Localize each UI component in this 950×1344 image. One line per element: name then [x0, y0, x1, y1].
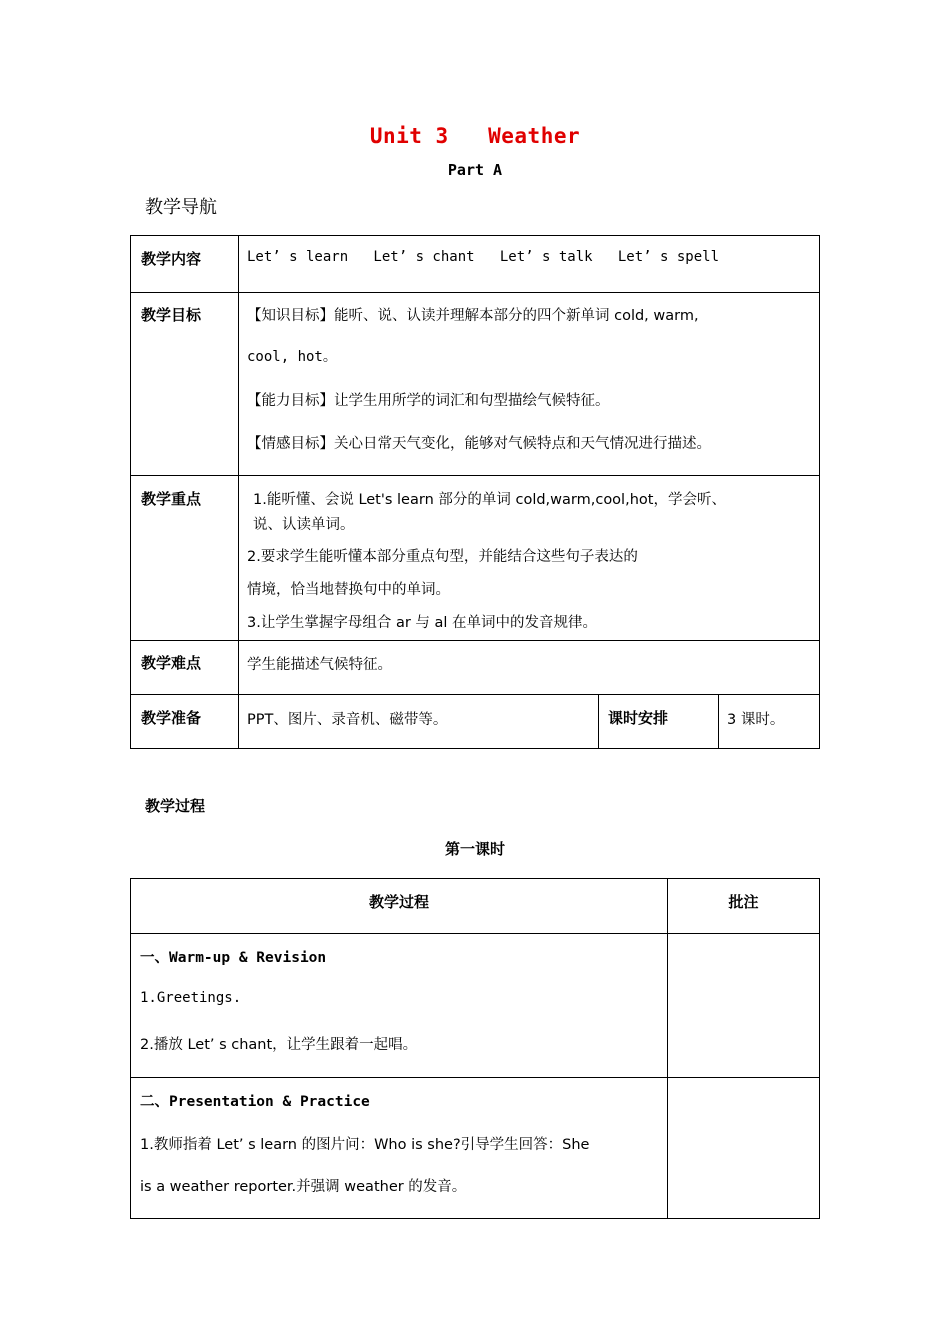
step-line: 2.播放 Let’ s chant，让学生跟着一起唱。 — [140, 1037, 418, 1053]
prep-label: 教学准备 — [141, 709, 202, 727]
table-divider — [718, 694, 719, 748]
table-divider — [131, 694, 819, 695]
lesson-title: 第一课时 — [444, 840, 505, 858]
schedule-value: 3 课时。 — [727, 712, 785, 728]
step-line: is a weather reporter.并强调 weather 的发音。 — [140, 1179, 467, 1195]
table-divider — [131, 292, 819, 293]
table-divider — [238, 236, 239, 748]
step-title: 一、Warm-up & Revision — [140, 950, 327, 966]
process-table — [130, 878, 820, 1219]
key-point-line: 3.让学生掌握字母组合 ar 与 al 在单词中的发音规律。 — [247, 615, 598, 631]
goal-line: 【能力目标】让学生用所学的词汇和句型描绘气候特征。 — [247, 393, 610, 409]
table-divider — [131, 640, 819, 641]
difficulty-label: 教学难点 — [141, 654, 202, 672]
column-header-process: 教学过程 — [368, 893, 429, 911]
table-divider — [667, 879, 668, 1218]
table-divider — [131, 1077, 819, 1078]
prep-value: PPT、图片、录音机、磁带等。 — [247, 712, 448, 728]
process-heading: 教学过程 — [145, 797, 206, 815]
schedule-label: 课时安排 — [608, 709, 669, 727]
step-line: 1.Greetings. — [140, 990, 242, 1006]
step-title: 二、Presentation & Practice — [140, 1094, 370, 1110]
key-point-line: 1.能听懂、会说 Let's learn 部分的单词 cold,warm,cool,hot，学会听、 — [253, 492, 726, 508]
column-header-notes: 批注 — [728, 893, 759, 911]
key-point-line: 说、认读单词。 — [253, 517, 355, 533]
table-divider — [131, 933, 819, 934]
content-label: 教学内容 — [141, 250, 202, 268]
difficulty-value: 学生能描述气候特征。 — [247, 657, 392, 673]
overview-table — [130, 235, 820, 749]
key-point-line: 2.要求学生能听懂本部分重点句型，并能结合这些句子表达的 — [247, 549, 638, 565]
goals-label: 教学目标 — [141, 306, 202, 324]
content-value: Let’ s learn Let’ s chant Let’ s talk Let’ s spell — [247, 249, 720, 265]
key-points-label: 教学重点 — [141, 490, 202, 508]
document-title: Unit 3 Weather — [369, 124, 581, 148]
table-divider — [131, 475, 819, 476]
key-point-line: 情境，恰当地替换句中的单词。 — [247, 582, 450, 598]
goal-line: cool, hot。 — [247, 349, 337, 365]
goal-line: 【知识目标】能听、说、认读并理解本部分的四个新单词 cold, warm, — [247, 308, 699, 324]
step-line: 1.教师指着 Let’ s learn 的图片问：Who is she?引导学生回答：She — [140, 1137, 590, 1153]
table-divider — [598, 694, 599, 748]
teaching-navigation-heading: 教学导航 — [145, 197, 217, 218]
document-subtitle: Part A — [447, 161, 503, 179]
goal-line: 【情感目标】关心日常天气变化，能够对气候特点和天气情况进行描述。 — [247, 436, 711, 452]
